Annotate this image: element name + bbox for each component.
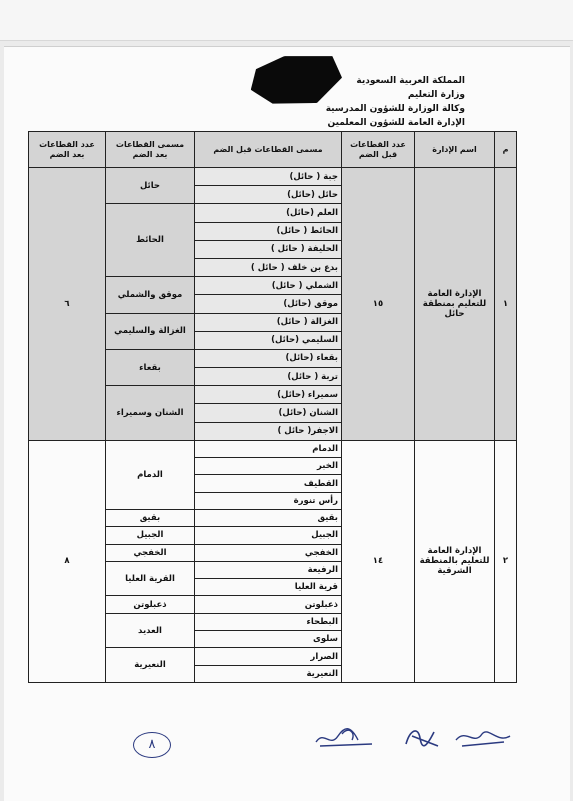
sector-before-name: بقعاء (حائل) <box>195 349 342 367</box>
sector-after-name: الدمام <box>106 440 195 509</box>
col-header-after-names: مسمى القطاعات بعد الضم <box>106 132 195 168</box>
sector-after-name: الحائط <box>106 204 195 277</box>
sector-after-name: الغزالة والسليمي <box>106 313 195 349</box>
sector-before-name: موقق (حائل) <box>195 295 342 313</box>
section-before-count: ١٥ <box>342 168 415 441</box>
sector-after-name: الجبيل <box>106 527 195 544</box>
sector-before-name: السليمي (حائل) <box>195 331 342 349</box>
sector-before-name: سلوى <box>195 631 342 648</box>
sector-after-name: بقعاء <box>106 349 195 385</box>
header-line-4: الإدارة العامة للشؤون المعلمين <box>327 118 465 128</box>
table-header-row <box>29 132 517 168</box>
letterhead <box>295 74 465 130</box>
sector-after-name: القرية العليا <box>106 561 195 596</box>
col-header-admin: اسم الإدارة <box>415 132 495 168</box>
signature-2 <box>400 722 446 752</box>
sector-before-name: جبة ( حائل) <box>195 168 342 186</box>
sector-before-name: النعيرية <box>195 665 342 682</box>
table-body <box>29 168 517 683</box>
section-admin: الإدارة العامة للتعليم بالمنطقة الشرقية <box>415 440 495 682</box>
sector-before-name: الحليفة ( حائل ) <box>195 240 342 258</box>
sector-before-name: رأس تنورة <box>195 492 342 509</box>
sectors-table <box>28 131 517 683</box>
section-number: ١ <box>495 168 517 441</box>
sector-before-name: القطيف <box>195 475 342 492</box>
sector-before-name: حائل (حائل) <box>195 186 342 204</box>
sector-before-name: البطحاء <box>195 613 342 630</box>
sector-before-name: العلم (حائل) <box>195 204 342 222</box>
sector-before-name: الشنان (حائل) <box>195 404 342 422</box>
col-header-m: م <box>495 132 517 168</box>
sector-before-name: بقيق <box>195 510 342 527</box>
sector-before-name: الحائط ( حائل) <box>195 222 342 240</box>
sector-after-name: الخفجي <box>106 544 195 561</box>
table-row <box>29 168 517 186</box>
sector-before-name: الغزالة ( حائل) <box>195 313 342 331</box>
top-strip <box>0 0 573 41</box>
sector-before-name: الدمام <box>195 440 342 457</box>
page-number: ٨ <box>133 732 171 758</box>
sector-after-name: بقيق <box>106 510 195 527</box>
section-after-count: ٨ <box>29 440 106 682</box>
sector-before-name: ذعبلوتن <box>195 596 342 613</box>
header-line-2: وزارة التعليم <box>407 90 465 100</box>
sector-before-name: الصرار <box>195 648 342 665</box>
sector-after-name: النعيرية <box>106 648 195 683</box>
sector-before-name: الاجفر( حائل ) <box>195 422 342 440</box>
sector-before-name: الشملي ( حائل) <box>195 277 342 295</box>
sector-before-name: الخبر <box>195 458 342 475</box>
sector-after-name: حائل <box>106 168 195 204</box>
header-line-3: وكالة الوزارة للشؤون المدرسية <box>325 104 465 114</box>
sector-after-name: العديد <box>106 613 195 648</box>
section-before-count: ١٤ <box>342 440 415 682</box>
signature-3 <box>452 722 516 752</box>
section-number: ٢ <box>495 440 517 682</box>
sector-before-name: سميراء (حائل) <box>195 386 342 404</box>
section-admin: الإدارة العامة للتعليم بمنطقة حائل <box>415 168 495 441</box>
sector-before-name: قرية العليا <box>195 579 342 596</box>
sector-after-name: الشنان وسميراء <box>106 386 195 441</box>
sector-after-name: موقق والشملي <box>106 277 195 313</box>
sector-after-name: ذعبلوتن <box>106 596 195 613</box>
sector-before-name: الرفيعة <box>195 561 342 578</box>
sector-before-name: الجبيل <box>195 527 342 544</box>
col-header-after-count: عدد القطاعات بعد الضم <box>29 132 106 168</box>
signature-1 <box>312 722 382 752</box>
table-row <box>29 440 517 457</box>
sector-before-name: بدع بن خلف ( حائل ) <box>195 258 342 276</box>
sector-before-name: تربة ( حائل) <box>195 368 342 386</box>
header-line-1: المملكة العربية السعودية <box>356 76 465 86</box>
sector-before-name: الخفجي <box>195 544 342 561</box>
col-header-before-names: مسمى القطاعات قبل الضم <box>195 132 342 168</box>
section-after-count: ٦ <box>29 168 106 441</box>
col-header-before-count: عدد القطاعات قبل الضم <box>342 132 415 168</box>
